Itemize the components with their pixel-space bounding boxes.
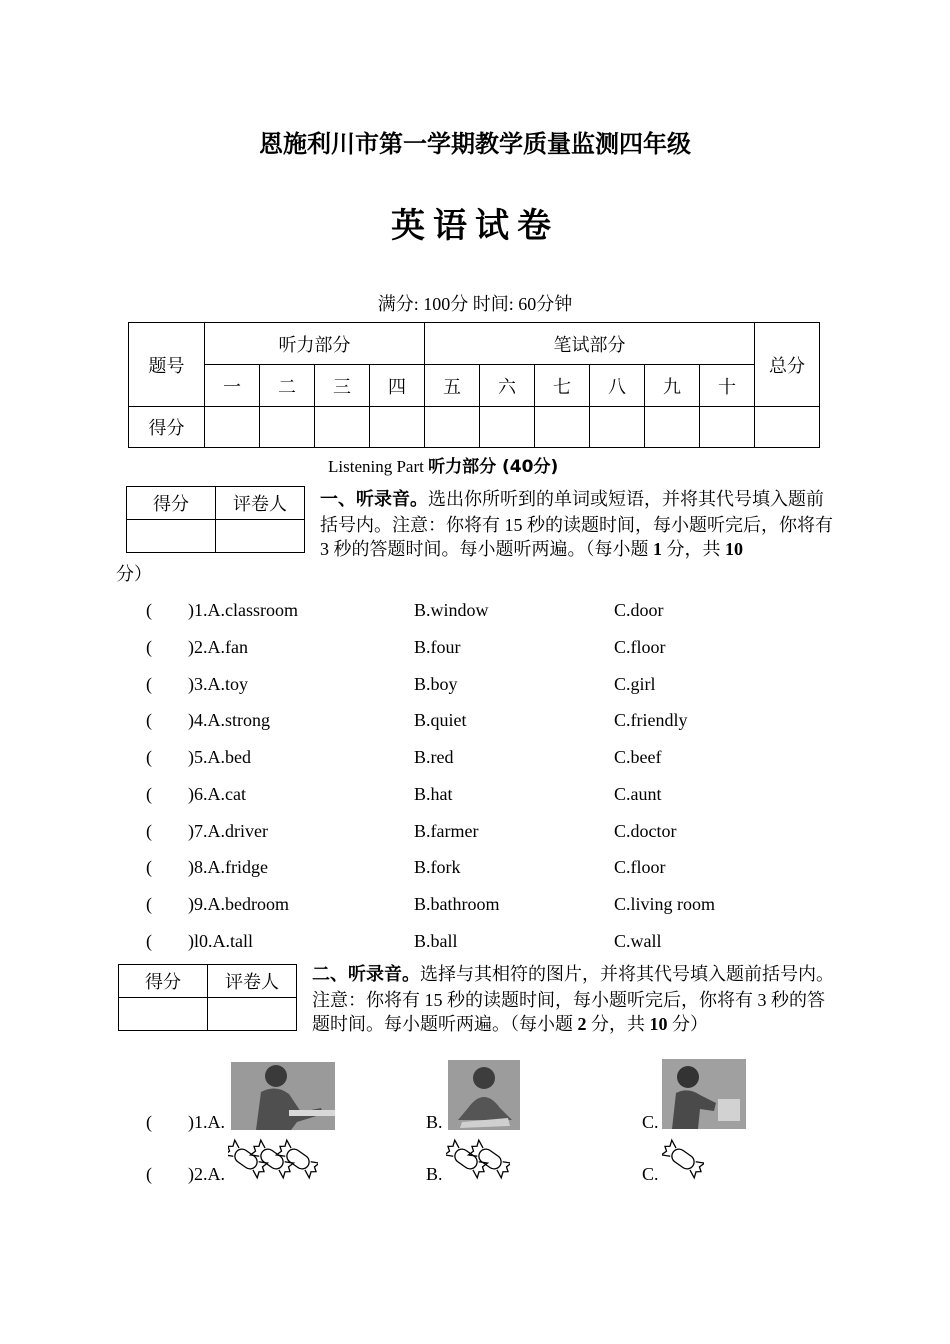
grader-box-2 xyxy=(118,964,297,1031)
option-a: )6.A.cat xyxy=(188,784,246,804)
answer-paren[interactable]: ( xyxy=(146,931,152,951)
option-c: C. xyxy=(642,1164,659,1184)
option-c: C.girl xyxy=(614,674,656,694)
total-label: 总分 xyxy=(755,323,820,407)
grader-name-cell[interactable] xyxy=(216,520,305,553)
score-cell[interactable] xyxy=(700,407,755,448)
grader-box-1 xyxy=(126,486,305,553)
section2-text-b: 分，共 xyxy=(586,1014,650,1034)
section1-text-c: 分） xyxy=(116,564,152,584)
section1-text-b: 分，共 xyxy=(662,539,725,559)
section2-text-c: 分） xyxy=(667,1014,708,1034)
grader-score-cell[interactable] xyxy=(119,998,208,1031)
option-b: B.boy xyxy=(414,674,458,694)
candy-three-icon xyxy=(228,1133,318,1185)
score-cell[interactable] xyxy=(260,407,315,448)
option-a: )5.A.bed xyxy=(188,747,251,767)
answer-paren[interactable]: ( xyxy=(146,1112,152,1132)
section1-text-a: 选出你所听到的单词或短语，并将其代号填入题前括号内。注意：你将有 15 秒的读题时间，每小题听完后，你将有 3 秒的答题时间。每小题听两遍。（每小题 xyxy=(320,489,833,559)
option-c: C.friendly xyxy=(614,710,688,730)
exam-subtitle: 英语试卷 xyxy=(391,206,559,246)
grader-score-label: 得分 xyxy=(127,487,216,520)
grader-score-label: 得分 xyxy=(119,965,208,998)
option-b: B. xyxy=(426,1164,443,1184)
section2-instructions xyxy=(312,962,838,1037)
col-3: 三 xyxy=(315,365,370,407)
option-a: )l0.A.tall xyxy=(188,931,253,951)
listening-part-header xyxy=(328,452,558,477)
answer-paren[interactable]: ( xyxy=(146,821,152,841)
score-cell[interactable] xyxy=(480,407,535,448)
grader-name-label: 评卷人 xyxy=(216,487,305,520)
option-c: C.living room xyxy=(614,894,716,914)
candy-one-icon xyxy=(662,1133,704,1185)
writing-label: 笔试部分 xyxy=(425,323,755,365)
answer-paren[interactable]: ( xyxy=(146,674,152,694)
option-a: )4.A.strong xyxy=(188,710,270,730)
col-5: 五 xyxy=(425,365,480,407)
option-a: )1.A.classroom xyxy=(188,600,298,620)
option-a: )2.A.fan xyxy=(188,637,248,657)
section2-text-a: 选择与其相符的图片，并将其代号填入题前括号内。注意：你将有 15 秒的读题时间，每小题听完后，你将有 3 秒的答题时间。每小题听两遍。（每小题 xyxy=(312,964,834,1034)
grader-name-label: 评卷人 xyxy=(208,965,297,998)
option-b: B.quiet xyxy=(414,710,467,730)
col-4: 四 xyxy=(370,365,425,407)
section2-points: 2 xyxy=(577,1014,587,1034)
option-b: B.red xyxy=(414,747,454,767)
score-table xyxy=(128,322,820,448)
listening-part-zh: 听力部分 (40分) xyxy=(428,457,559,477)
option-c: C.floor xyxy=(614,857,666,877)
score-cell[interactable] xyxy=(425,407,480,448)
option-b: B. xyxy=(426,1112,443,1132)
option-a: )9.A.bedroom xyxy=(188,894,289,914)
score-cell[interactable] xyxy=(205,407,260,448)
score-cell[interactable] xyxy=(370,407,425,448)
listening-part-en: Listening Part xyxy=(328,457,424,476)
option-b: B.farmer xyxy=(414,821,479,841)
picture-child-drawing xyxy=(231,1062,335,1130)
score-time-info: 满分: 100分 时间: 60分钟 xyxy=(377,294,573,314)
answer-paren[interactable]: ( xyxy=(146,600,152,620)
candy-two-icon xyxy=(446,1133,510,1185)
option-b: B.bathroom xyxy=(414,894,500,914)
score-row-label: 得分 xyxy=(129,407,205,448)
answer-paren[interactable]: ( xyxy=(146,710,152,730)
section1-heading: 一、听录音。 xyxy=(320,489,428,510)
section1-total: 10 xyxy=(725,539,743,559)
option-b: B.hat xyxy=(414,784,453,804)
option-b: B.four xyxy=(414,637,461,657)
option-a: )3.A.toy xyxy=(188,674,248,694)
score-cell[interactable] xyxy=(315,407,370,448)
answer-paren[interactable]: ( xyxy=(146,1164,152,1184)
exam-title: 恩施利川市第一学期教学质量监测四年级 xyxy=(259,130,691,158)
option-c: C.door xyxy=(614,600,664,620)
option-c: C.beef xyxy=(614,747,662,767)
answer-paren[interactable]: ( xyxy=(146,747,152,767)
grader-name-cell[interactable] xyxy=(208,998,297,1031)
score-cell[interactable] xyxy=(590,407,645,448)
option-c: C.aunt xyxy=(614,784,662,804)
col-10: 十 xyxy=(700,365,755,407)
option-a: )2.A. xyxy=(188,1164,225,1184)
score-cell[interactable] xyxy=(535,407,590,448)
section1-instructions xyxy=(320,487,840,562)
section2-total: 10 xyxy=(649,1014,668,1034)
option-a: )8.A.fridge xyxy=(188,857,268,877)
section1-points: 1 xyxy=(653,539,662,559)
option-b: B.ball xyxy=(414,931,458,951)
option-c: C.doctor xyxy=(614,821,677,841)
col-6: 六 xyxy=(480,365,535,407)
option-b: B.window xyxy=(414,600,489,620)
grader-score-cell[interactable] xyxy=(127,520,216,553)
option-a: )1.A. xyxy=(188,1112,225,1132)
option-c: C.wall xyxy=(614,931,662,951)
picture-child-table xyxy=(662,1059,746,1129)
option-b: B.fork xyxy=(414,857,461,877)
col-9: 九 xyxy=(645,365,700,407)
score-cell[interactable] xyxy=(645,407,700,448)
answer-paren[interactable]: ( xyxy=(146,894,152,914)
option-c: C. xyxy=(642,1112,659,1132)
answer-paren[interactable]: ( xyxy=(146,857,152,877)
answer-paren[interactable]: ( xyxy=(146,637,152,657)
section2-heading: 二、听录音。 xyxy=(312,964,420,985)
option-a: )7.A.driver xyxy=(188,821,268,841)
picture-child-sitting xyxy=(448,1060,520,1130)
score-cell[interactable] xyxy=(755,407,820,448)
listening-label: 听力部分 xyxy=(205,323,425,365)
option-c: C.floor xyxy=(614,637,666,657)
col-7: 七 xyxy=(535,365,590,407)
col-8: 八 xyxy=(590,365,645,407)
row-label-question: 题号 xyxy=(129,323,205,407)
col-1: 一 xyxy=(205,365,260,407)
col-2: 二 xyxy=(260,365,315,407)
answer-paren[interactable]: ( xyxy=(146,784,152,804)
